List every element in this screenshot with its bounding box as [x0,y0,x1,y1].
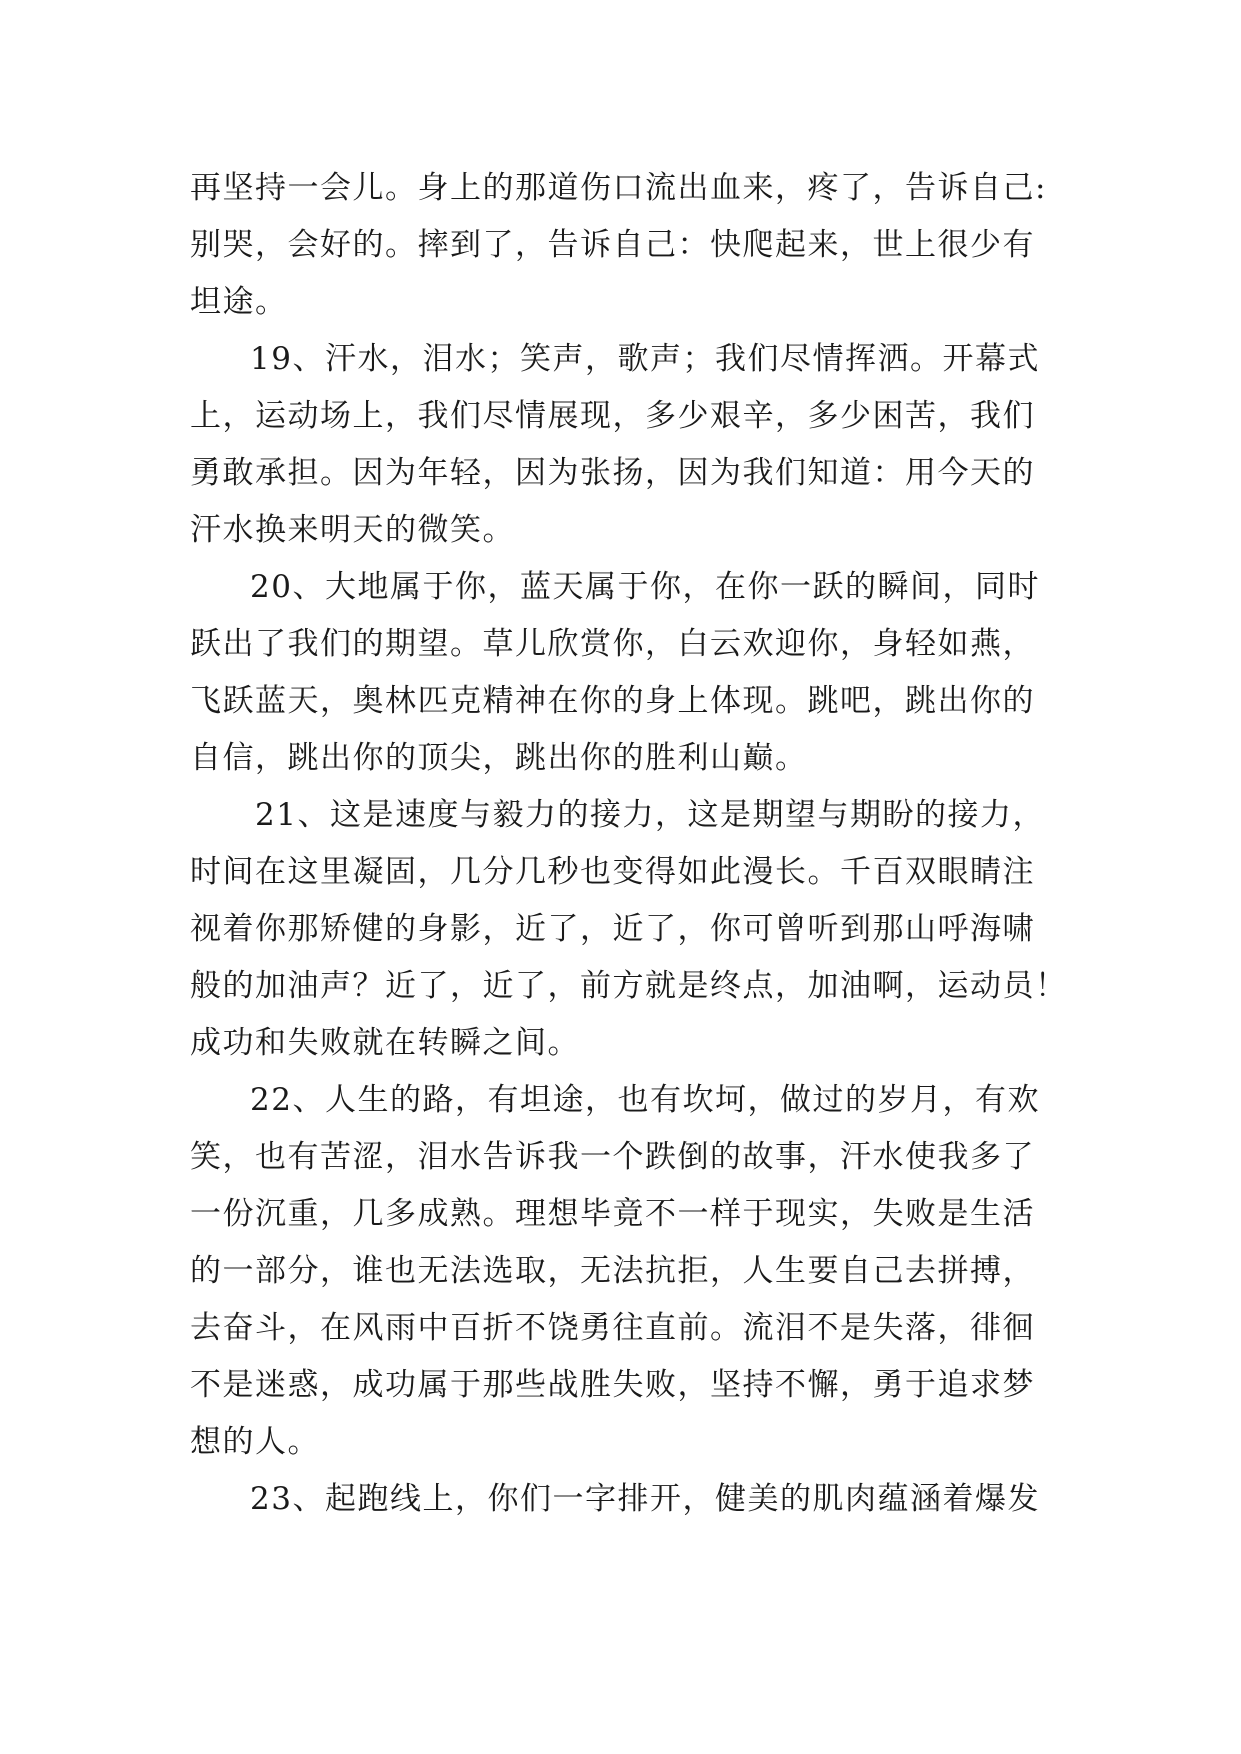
text-line: 汗水换来明天的微笑。 [190,512,515,548]
text-line: 一份沉重，几多成熟。理想毕竟不一样于现实，失败是生活 [190,1196,1035,1232]
text-line: 般的加油声？近了，近了，前方就是终点，加油啊，运动员！ [190,968,1068,1004]
text-line: 时间在这里凝固，几分几秒也变得如此漫长。千百双眼睛注 [190,854,1035,890]
paragraph-22-start: 22、人生的路，有坦途，也有坎坷，做过的岁月，有欢 [250,1082,1040,1118]
text-line: 不是迷惑，成功属于那些战胜失败，坚持不懈，勇于追求梦 [190,1367,1035,1403]
text-line: 的一部分，谁也无法选取，无法抗拒，人生要自己去拼搏， [190,1253,1035,1289]
paragraph-21-start: 21、这是速度与毅力的接力，这是期望与期盼的接力， [255,797,1045,833]
text-line: 上，运动场上，我们尽情展现，多少艰辛，多少困苦，我们 [190,398,1035,434]
text-line: 去奋斗，在风雨中百折不饶勇往直前。流泪不是失落，徘徊 [190,1310,1035,1346]
text-line: 笑，也有苦涩，泪水告诉我一个跌倒的故事，汗水使我多了 [190,1139,1035,1175]
text-line: 再坚持一会儿。身上的那道伤口流出血来，疼了，告诉自己: [190,170,1047,206]
text-line: 成功和失败就在转瞬之间。 [190,1025,580,1061]
text-line: 自信，跳出你的顶尖，跳出你的胜利山巅。 [190,740,808,776]
text-line: 视着你那矫健的身影，近了，近了，你可曾听到那山呼海啸 [190,911,1035,947]
text-line: 坦途。 [190,284,288,320]
paragraph-19-start: 19、汗水，泪水；笑声，歌声；我们尽情挥洒。开幕式 [250,341,1040,377]
paragraph-20-start: 20、大地属于你，蓝天属于你，在你一跃的瞬间，同时 [250,569,1040,605]
text-line: 勇敢承担。因为年轻，因为张扬，因为我们知道：用今天的 [190,455,1035,491]
paragraph-23-start: 23、起跑线上，你们一字排开，健美的肌肉蕴涵着爆发 [250,1481,1040,1517]
text-line: 想的人。 [190,1424,320,1460]
text-line: 跃出了我们的期望。草儿欣赏你，白云欢迎你，身轻如燕， [190,626,1035,662]
text-line: 飞跃蓝天，奥林匹克精神在你的身上体现。跳吧，跳出你的 [190,683,1035,719]
text-line: 别哭，会好的。摔到了，告诉自己：快爬起来，世上很少有 [190,227,1035,263]
